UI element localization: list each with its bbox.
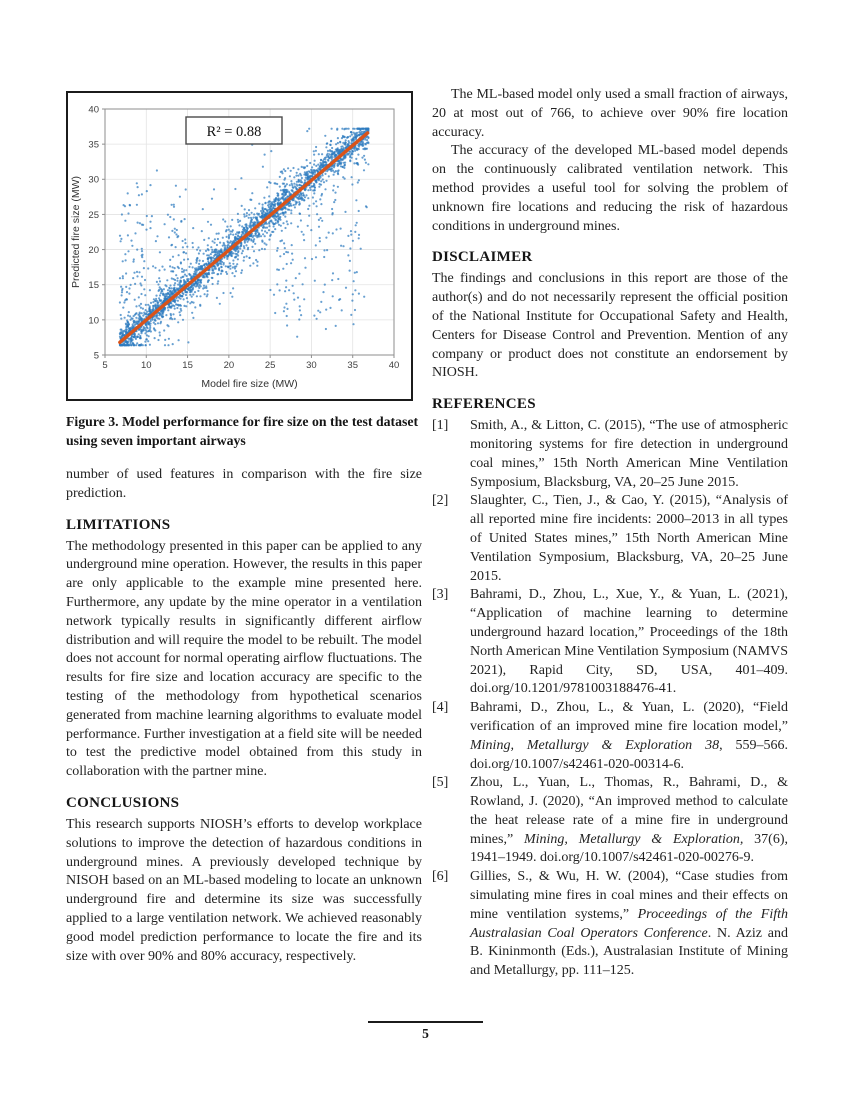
- reference-text: Zhou, L., Yuan, L., Thomas, R., Bahrami, D., & Rowland, J. (2020), “An improved method to calculate the heat release rate of a mine fire in underground mines,”: [470, 775, 788, 847]
- limitations-body: The methodology presented in this paper can be applied to any underground mine operation. However, the results in this paper are only applicable to the example mine presented here. Furthermore, any update by the mine operator in a ventilation network typically results in significantly different airflow distribution and will require the model to be rebuilt. The model does not account for normal operating airflow fluctuations. The results for fire size and location accuracy are specific to the testing of the methodology from hypothetical scenarios generated from machine learning algorithms to evaluate model performance. Further investigation at a field site will be needed to test the predictive model obtained from this study in collaboration with the partner mine.: [66, 538, 422, 780]
- reference-item-5: [432, 774, 788, 868]
- svg-text:15: 15: [88, 280, 99, 292]
- svg-text:5: 5: [102, 360, 108, 371]
- svg-text:40: 40: [88, 104, 99, 116]
- reference-item-3: [432, 586, 788, 699]
- reference-label: [3]: [432, 587, 449, 603]
- svg-text:5: 5: [93, 350, 99, 362]
- svg-text:25: 25: [264, 360, 276, 371]
- reference-italic-title: Mining, Metallurgy & Exploration,: [523, 831, 744, 847]
- reference-label: [1]: [432, 418, 449, 434]
- svg-text:15: 15: [182, 360, 193, 371]
- left-column: [66, 91, 422, 966]
- svg-text:20: 20: [88, 244, 99, 256]
- figure-frame: [66, 91, 413, 401]
- svg-text:10: 10: [88, 315, 99, 327]
- heading-conclusions: CONCLUSIONS: [66, 794, 180, 811]
- reference-label: [5]: [432, 775, 449, 791]
- figure-caption: Figure 3. Model performance for fire size on the test dataset using seven important airways: [66, 414, 419, 448]
- y-axis-label: Predicted fire size (MW): [70, 175, 82, 289]
- svg-text:35: 35: [347, 360, 359, 371]
- fit-line: [120, 133, 368, 342]
- reference-italic-title: Mining, Metallurgy & Exploration 38: [470, 737, 720, 753]
- figure-3: [66, 91, 422, 450]
- r-squared-text: R² = 0.88: [206, 124, 262, 140]
- reference-italic-title: Proceedings of the Fifth Australasian Coal Operators Conference: [470, 906, 788, 941]
- reference-text: 37(6), 1941–1949. doi.org/10.1007/s42461-020-00276-9.: [470, 831, 789, 866]
- conclusions-body: This research supports NIOSH’s efforts to develop workplace solutions to improve the detection of hazardous conditions in underground mines. A previously developed technique by NISOH based on an ML-based modeling to locate an unknown underground fire and determine its size was successfully applied to a large ventilation network. We achieved reasonably good model prediction performance to locate the fire and its size with over 90% and 80% accuracy, respectively.: [66, 816, 422, 964]
- svg-text:10: 10: [140, 360, 152, 371]
- right-column: [432, 86, 788, 981]
- svg-text:30: 30: [88, 174, 99, 186]
- intro-paragraph-2: The accuracy of the developed ML-based model depends on the continuously calibrated ventilation network. This method provides a useful tool for solving the problem of unknown fire locations and reducing the risk of hazardous conditions in underground mines.: [432, 143, 788, 234]
- heading-disclaimer: DISCLAIMER: [432, 249, 533, 266]
- heading-references: REFERENCES: [432, 396, 536, 413]
- reference-item-1: [432, 417, 788, 492]
- intro-paragraph-1: The ML-based model only used a small fraction of airways, 20 at most out of 766, to achieve over 90% fire location accuracy.: [432, 87, 788, 140]
- continued-paragraph: number of used features in comparison with the fire size prediction.: [66, 467, 422, 501]
- reference-label: [6]: [432, 869, 449, 885]
- scatter-chart: [68, 93, 411, 399]
- footer-rule: [368, 1021, 483, 1023]
- reference-text: Gillies, S., & Wu, H. W. (2004), “Case studies from simulating mine fires in coal mines and their effects on mine ventilation systems,”: [470, 869, 788, 922]
- reference-text: Bahrami, D., Zhou, L., Xue, Y., & Yuan, L. (2021), “Application of machine learning to determine underground hazard location,” Proceedings of the 18th North American Mine Ventilation Symposium (NAMVS 2021), Rapid City, SD, USA, 401–409. doi.org/10.1201/9781003188476-41.: [470, 587, 788, 697]
- reference-text: Smith, A., & Litton, C. (2015), “The use of atmospheric monitoring systems for fire detection in underground coal mines,” 15th North American Mine Ventilation Symposium, Blacksburg, VA, 20–25 June 2015.: [470, 418, 788, 490]
- svg-text:40: 40: [388, 360, 400, 371]
- reference-text: , 559–566. doi.org/10.1007/s42461-020-00314-6.: [470, 737, 788, 772]
- disclaimer-body: The findings and conclusions in this report are those of the author(s) and do not necessarily represent the official position of the National Institute for Occupational Safety and Health, Centers for Disease Control and Prevention. Mention of any company or product does not constitute an endorsement by NIOSH.: [432, 271, 788, 381]
- page-number: 5: [422, 1026, 429, 1041]
- reference-text: Slaughter, C., Tien, J., & Cao, Y. (2015), “Analysis of all reported mine fire incidents: 2000–2013 in all types of United States mines,” 15th North American Mine Ventilation Symposium, Blacksburg, VA, 20–25 June 2015.: [470, 493, 788, 584]
- reference-text: Bahrami, D., Zhou, L., & Yuan, L. (2020), “Field verification of an improved mine fire location model,”: [470, 700, 788, 734]
- svg-text:30: 30: [306, 360, 317, 371]
- reference-label: [4]: [432, 700, 449, 716]
- reference-label: [2]: [432, 493, 449, 509]
- x-axis-label: Model fire size (MW): [201, 378, 298, 390]
- reference-text: . N. Aziz and B. Kininmonth (Eds.), Australasian Institute of Mining and Metallurgy, pp. 111–125.: [470, 925, 788, 979]
- heading-limitations: LIMITATIONS: [66, 516, 171, 533]
- svg-text:35: 35: [88, 139, 99, 151]
- reference-item-2: [432, 492, 788, 586]
- reference-item-6: [432, 868, 788, 981]
- svg-text:20: 20: [223, 360, 235, 371]
- reference-item-4: [432, 699, 788, 774]
- svg-text:25: 25: [88, 209, 99, 221]
- reference-list: [432, 417, 788, 981]
